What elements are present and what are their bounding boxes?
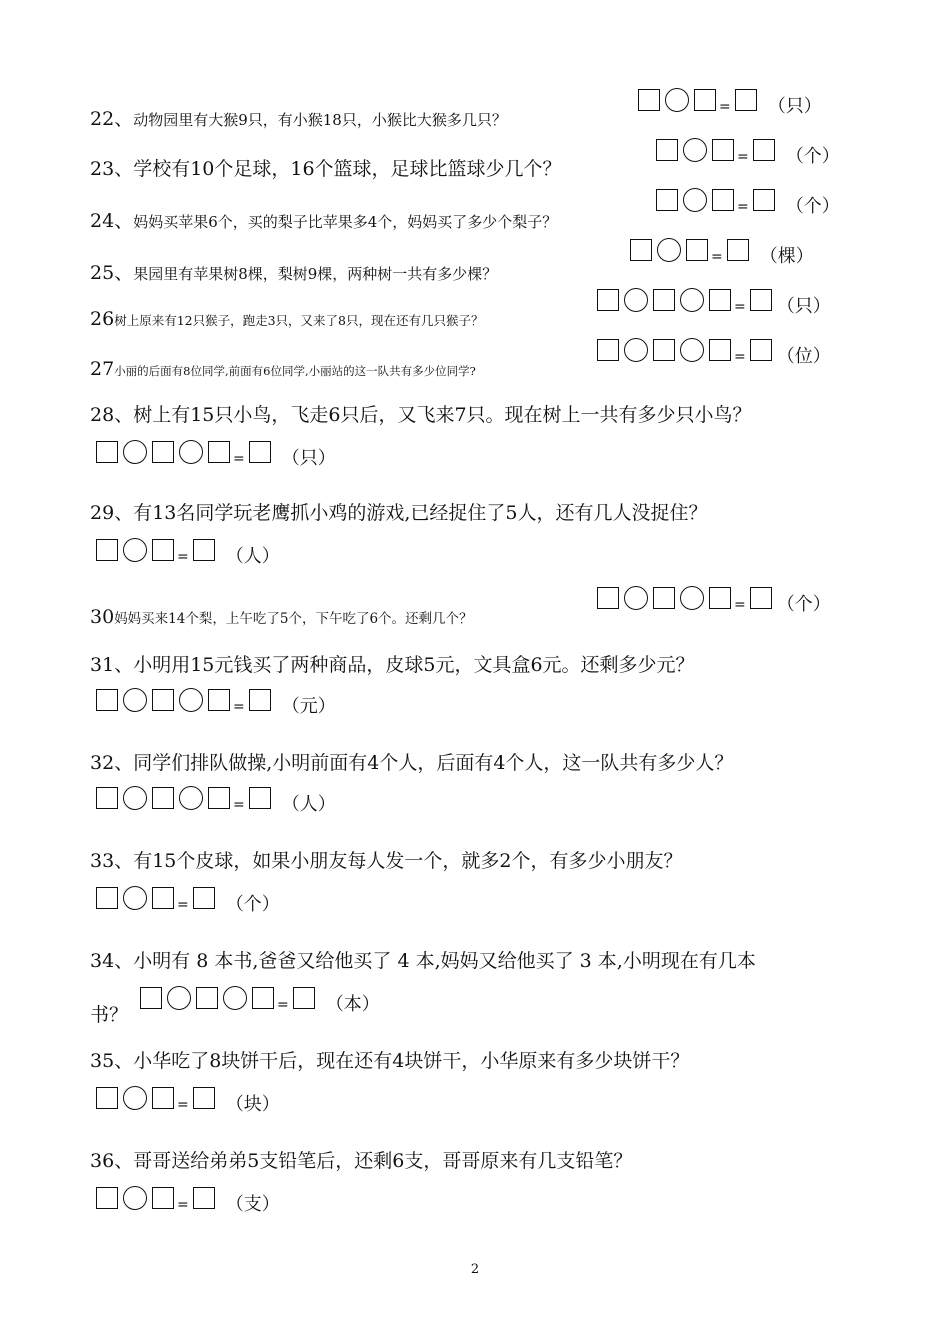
problem-text: 有13名同学玩老鹰抓小鸡的游戏,已经捉住了5人，还有几人没捉住？	[133, 502, 708, 524]
problem-text: 妈妈买苹果6个，买的梨子比苹果多4个，妈妈买了多少个梨子？	[133, 213, 558, 231]
operator-circle[interactable]	[123, 1186, 147, 1210]
unit-label: （只）	[767, 96, 822, 117]
result-box[interactable]	[753, 139, 775, 161]
formula-34: = （本）	[140, 986, 380, 1016]
operator-circle[interactable]	[624, 338, 648, 362]
operator-circle[interactable]	[123, 886, 147, 910]
problem-36: 36、哥哥送给弟弟5支铅笔后，还剩6支，哥哥原来有几支铅笔？	[90, 1150, 633, 1172]
formula-33: = （个）	[96, 886, 280, 916]
answer-box[interactable]	[694, 89, 716, 111]
operator-circle[interactable]	[680, 586, 704, 610]
problem-text: 果园里有苹果树8棵，梨树9棵，两种树一共有多少棵？	[133, 265, 498, 283]
answer-box[interactable]	[152, 689, 174, 711]
problem-text: 小丽的后面有8位同学,前面有6位同学,小丽站的这一队共有多少位同学?	[114, 364, 476, 378]
problem-27: 27小丽的后面有8位同学,前面有6位同学,小丽站的这一队共有多少位同学?	[90, 358, 476, 380]
answer-box[interactable]	[597, 289, 619, 311]
problem-35: 35、小华吃了8块饼干后，现在还有4块饼干，小华原来有多少块饼干？	[90, 1050, 690, 1072]
formula-24: = （个）	[656, 188, 840, 218]
page-number: 2	[470, 1262, 480, 1277]
result-box[interactable]	[193, 1187, 215, 1209]
formula-23: = （个）	[656, 138, 840, 168]
operator-circle[interactable]	[665, 88, 689, 112]
answer-box[interactable]	[709, 339, 731, 361]
formula-35: = （块）	[96, 1086, 280, 1116]
answer-box[interactable]	[712, 139, 734, 161]
formula-25: = （棵）	[630, 238, 814, 268]
answer-box[interactable]	[152, 539, 174, 561]
answer-box[interactable]	[196, 987, 218, 1009]
formula-22	[638, 88, 822, 118]
operator-circle[interactable]	[123, 440, 147, 464]
problem-text: 哥哥送给弟弟5支铅笔后，还剩6支，哥哥原来有几支铅笔？	[133, 1150, 633, 1172]
result-box[interactable]	[193, 1087, 215, 1109]
answer-box[interactable]	[597, 339, 619, 361]
answer-box[interactable]	[686, 239, 708, 261]
operator-circle[interactable]	[179, 688, 203, 712]
formula-26: = （只）	[597, 288, 831, 318]
problem-29: 29、有13名同学玩老鹰抓小鸡的游戏,已经捉住了5人，还有几人没捉住？	[90, 502, 708, 524]
answer-box[interactable]	[96, 689, 118, 711]
formula-31: = （元）	[96, 688, 336, 718]
answer-box[interactable]	[712, 189, 734, 211]
problem-text: 小明有 8 本书,爸爸又给他买了 4 本,妈妈又给他买了 3 本,小明现在有几本	[133, 950, 756, 972]
result-box[interactable]	[750, 289, 772, 311]
problem-text: 有15个皮球，如果小朋友每人发一个，就多2个，有多少小朋友？	[133, 850, 683, 872]
operator-circle[interactable]	[167, 986, 191, 1010]
operator-circle[interactable]	[683, 188, 707, 212]
operator-circle[interactable]	[179, 440, 203, 464]
answer-box[interactable]	[152, 441, 174, 463]
formula-28: = （只）	[96, 440, 336, 470]
answer-box[interactable]	[96, 1187, 118, 1209]
answer-box[interactable]	[96, 887, 118, 909]
result-box[interactable]	[193, 887, 215, 909]
answer-box[interactable]	[208, 441, 230, 463]
answer-box[interactable]	[653, 587, 675, 609]
problem-22: 22、动物园里有大猴9只，有小猴18只，小猴比大猴多几只？	[90, 108, 507, 130]
problem-24: 24、妈妈买苹果6个，买的梨子比苹果多4个，妈妈买了多少个梨子？	[90, 210, 558, 232]
formula-36: = （支）	[96, 1186, 280, 1216]
answer-box[interactable]	[597, 587, 619, 609]
problem-30: 30妈妈买来14个梨，上午吃了5个，下午吃了6个。还剩几个？	[90, 606, 473, 628]
equals-sign: =	[719, 99, 731, 115]
answer-box[interactable]	[152, 1087, 174, 1109]
result-box[interactable]	[727, 239, 749, 261]
answer-box[interactable]	[630, 239, 652, 261]
operator-circle[interactable]	[123, 786, 147, 810]
answer-box[interactable]	[96, 539, 118, 561]
problem-32: 32、同学们排队做操,小明前面有4个人，后面有4个人，这一队共有多少人？	[90, 752, 734, 774]
answer-box[interactable]	[709, 289, 731, 311]
result-box[interactable]	[753, 189, 775, 211]
answer-box[interactable]	[709, 587, 731, 609]
result-box[interactable]	[249, 787, 271, 809]
result-box[interactable]	[249, 689, 271, 711]
answer-box[interactable]	[208, 689, 230, 711]
result-box[interactable]	[750, 339, 772, 361]
operator-circle[interactable]	[624, 586, 648, 610]
problem-33: 33、有15个皮球，如果小朋友每人发一个，就多2个，有多少小朋友？	[90, 850, 683, 872]
formula-30: = （个）	[597, 586, 831, 616]
operator-circle[interactable]	[123, 688, 147, 712]
problem-text: 动物园里有大猴9只，有小猴18只，小猴比大猴多几只？	[133, 111, 507, 129]
problem-text: 小华吃了8块饼干后，现在还有4块饼干，小华原来有多少块饼干？	[133, 1050, 690, 1072]
problem-number: 22	[90, 108, 115, 130]
answer-box[interactable]	[152, 787, 174, 809]
result-box[interactable]	[249, 441, 271, 463]
problem-text: 树上有15只小鸟，飞走6只后，又飞来7只。现在树上一共有多少只小鸟？	[133, 404, 752, 426]
result-box[interactable]	[193, 539, 215, 561]
formula-27: = （位）	[597, 338, 831, 368]
result-box[interactable]	[293, 987, 315, 1009]
answer-box[interactable]	[656, 139, 678, 161]
answer-box[interactable]	[656, 189, 678, 211]
problem-text: 同学们排队做操,小明前面有4个人，后面有4个人，这一队共有多少人？	[133, 752, 734, 774]
operator-circle[interactable]	[680, 338, 704, 362]
answer-box[interactable]	[96, 441, 118, 463]
operator-circle[interactable]	[123, 1086, 147, 1110]
problem-text: 小明用15元钱买了两种商品，皮球5元，文具盒6元。还剩多少元？	[133, 654, 695, 676]
answer-box[interactable]	[96, 1087, 118, 1109]
problem-text: 妈妈买来14个梨，上午吃了5个，下午吃了6个。还剩几个？	[114, 611, 473, 627]
problem-23: 23、学校有10个足球，16个篮球，足球比篮球少几个？	[90, 158, 562, 180]
result-box[interactable]	[735, 89, 757, 111]
result-box[interactable]	[750, 587, 772, 609]
problem-34: 34、小明有 8 本书,爸爸又给他买了 4 本,妈妈又给他买了 3 本,小明现在有几本	[90, 950, 756, 972]
answer-box[interactable]	[208, 787, 230, 809]
problem-25: 25、果园里有苹果树8棵，梨树9棵，两种树一共有多少棵？	[90, 262, 498, 284]
formula-32: = （人）	[96, 786, 336, 816]
problem-31: 31、小明用15元钱买了两种商品，皮球5元，文具盒6元。还剩多少元？	[90, 654, 695, 676]
operator-circle[interactable]	[624, 288, 648, 312]
answer-box[interactable]	[96, 787, 118, 809]
answer-box[interactable]	[638, 89, 660, 111]
operator-circle[interactable]	[683, 138, 707, 162]
problem-text: 书？	[90, 1004, 129, 1026]
answer-box[interactable]	[140, 987, 162, 1009]
problem-26: 26树上原来有12只猴子，跑走3只，又来了8只，现在还有几只猴子？	[90, 308, 484, 330]
problem-text: 学校有10个足球，16个篮球，足球比篮球少几个？	[133, 158, 562, 180]
answer-box[interactable]	[653, 339, 675, 361]
answer-box[interactable]	[653, 289, 675, 311]
problem-34-continued	[90, 1000, 128, 1027]
problem-text: 树上原来有12只猴子，跑走3只，又来了8只，现在还有几只猴子？	[114, 313, 484, 328]
operator-circle[interactable]	[123, 538, 147, 562]
answer-box[interactable]	[152, 1187, 174, 1209]
operator-circle[interactable]	[657, 238, 681, 262]
operator-circle[interactable]	[223, 986, 247, 1010]
problem-28: 28、树上有15只小鸟，飞走6只后，又飞来7只。现在树上一共有多少只小鸟？	[90, 404, 752, 426]
answer-box[interactable]	[252, 987, 274, 1009]
answer-box[interactable]	[152, 887, 174, 909]
operator-circle[interactable]	[680, 288, 704, 312]
operator-circle[interactable]	[179, 786, 203, 810]
formula-29: = （人）	[96, 538, 280, 568]
